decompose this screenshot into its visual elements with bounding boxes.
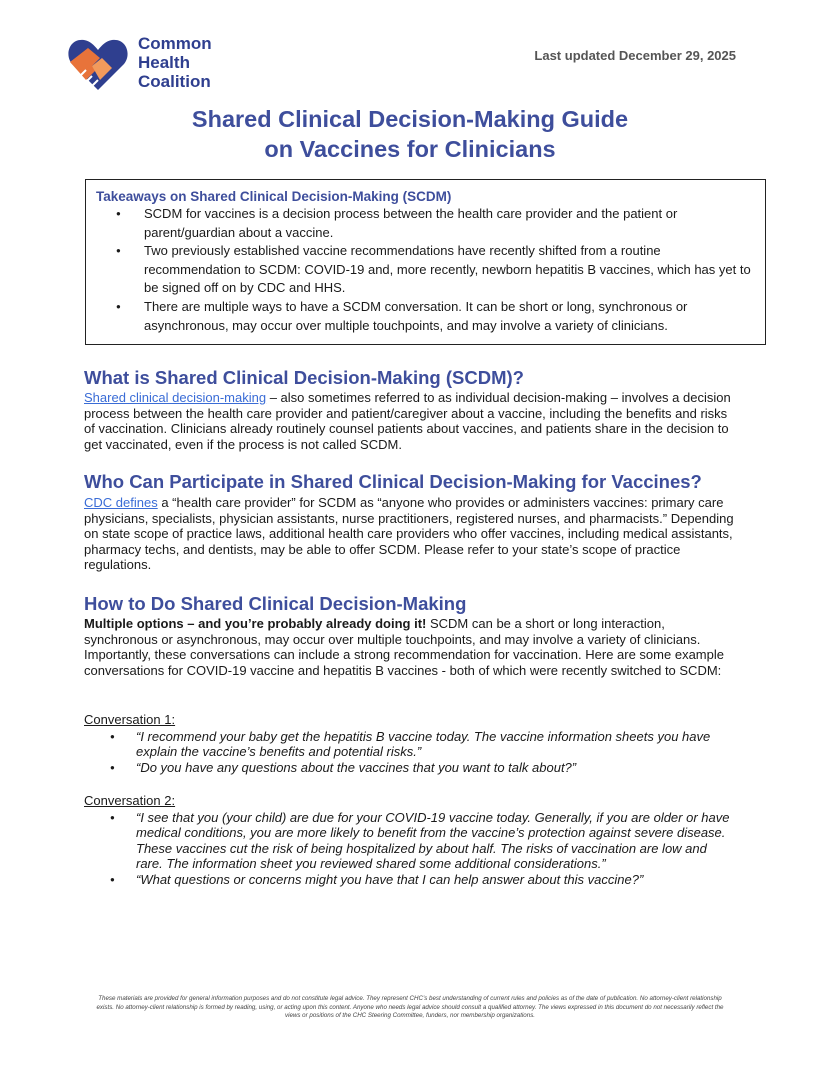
section-text: a “health care provider” for SCDM as “anyone who provides or administers vaccines: primary care physicians, specialists, physician assistants, nurse practitioners, registered nurses, and pharmacists.” Depending on state scope of practice laws, additional health care providers who offer vaccines, including medical assistants, pharmacy techs, and dentists, may be able to offer SCDM. Please refer to your state’s scope of practice regulations. — [84, 495, 734, 573]
takeaway-item: ● There are multiple ways to have a SCDM conversation. It can be short or long, synchronous or asynchronous, may occur over multiple touchpoints, and may involve a variety of clinicians. — [96, 298, 755, 335]
last-updated: Last updated December 29, 2025 — [534, 48, 736, 63]
conversation-1-list — [84, 729, 734, 775]
takeaways-box — [85, 179, 766, 345]
org-name — [138, 34, 212, 91]
section-text: SCDM can be a short or long interaction, synchronous or asynchronous, may occur over multiple touchpoints, and may involve a variety of clinicians. Importantly, these conversations can include a strong recommendation for vaccination. Here are some example conversations for COVID-19 vaccine and hepatitis B vaccines - both of which were recently switched to SCDM: — [84, 616, 724, 678]
section-heading-what-is-scdm: What is Shared Clinical Decision-Making (SCDM)? — [84, 367, 524, 388]
page-title — [0, 104, 820, 164]
cdc-defines-link[interactable]: CDC defines — [84, 495, 158, 510]
section-body-what-is-scdm — [84, 390, 734, 452]
conversation-item: ● “I recommend your baby get the hepatitis B vaccine today. The vaccine information sheets you have explain the vaccine’s benefits and potential risks.” — [84, 729, 734, 760]
section-heading-who-can-participate: Who Can Participate in Shared Clinical Decision-Making for Vaccines? — [84, 471, 702, 492]
conversation-item: ● “Do you have any questions about the vaccines that you want to talk about?” — [84, 760, 734, 775]
conversation-2-list — [84, 810, 734, 887]
org-name-line1: Common — [138, 34, 212, 53]
conversation-item: ● “What questions or concerns might you have that I can help answer about this vaccine?” — [84, 872, 734, 887]
conversation-item: ● “I see that you (your child) are due for your COVID-19 vaccine today. Generally, if you are older or have medical conditions, you are more likely to benefit from the vaccine’s protection against severe disease. These vaccines cut the risk of being hospitalized by about half. The risks of vaccination are low and rare. The information sheet you reviewed shared some additional considerations.” — [84, 810, 734, 872]
takeaway-item: ● Two previously established vaccine recommendations have recently shifted from a routine recommendation to SCDM: COVID-19 and, more recently, newborn hepatitis B vaccines, which has yet to be signed off on by CDC and HHS. — [96, 242, 755, 298]
section-body-who-can-participate — [84, 495, 734, 573]
section-text: – also sometimes referred to as individual decision-making – involves a decision process between the health care provider and patient/caregiver about a vaccine, including the benefits and risks of vaccination. Clinicians already routinely counsel patients about vaccines, and patients share in the decision to get vaccinated, even if the process is not called SCDM. — [84, 390, 731, 452]
takeaway-item: ● SCDM for vaccines is a decision process between the health care provider and the patient or parent/guardian about a vaccine. — [96, 205, 755, 242]
conversation-2-label-text: Conversation 2 — [84, 793, 172, 808]
conversation-1-label: Conversation 1: — [84, 712, 176, 727]
conversation-1-label-text: Conversation 1 — [84, 712, 172, 727]
coalition-logo-icon — [66, 32, 130, 94]
legal-disclaimer: These materials are provided for general information purposes and do not constitute legal advice. They represent CHC’s best understanding of current rules and policies as of the date of publication. No attorney-client relationship exists. No attorney-client relationship is formed by reading, using, or acting upon this content. Anyone who needs legal advice should consult a qualified attorney. The views expressed in this document do not necessarily reflect the views or positions of the CHC Steering Committee, funders, nor membership organizations. — [96, 995, 724, 1020]
title-line2: on Vaccines for Clinicians — [264, 136, 556, 162]
org-name-line2: Health — [138, 53, 190, 72]
org-name-line3: Coalition — [138, 72, 211, 91]
takeaways-heading: Takeaways on Shared Clinical Decision-Making (SCDM) — [96, 189, 452, 204]
section-heading-how-to: How to Do Shared Clinical Decision-Making — [84, 593, 467, 614]
title-line1: Shared Clinical Decision-Making Guide — [191, 106, 629, 132]
takeaways-list — [96, 205, 755, 335]
conversation-2-label: Conversation 2: — [84, 793, 176, 808]
section-body-how-to — [84, 616, 734, 678]
bold-lead: Multiple options – and you’re probably already doing it! — [84, 616, 427, 631]
scdm-link[interactable]: Shared clinical decision-making — [84, 390, 267, 405]
